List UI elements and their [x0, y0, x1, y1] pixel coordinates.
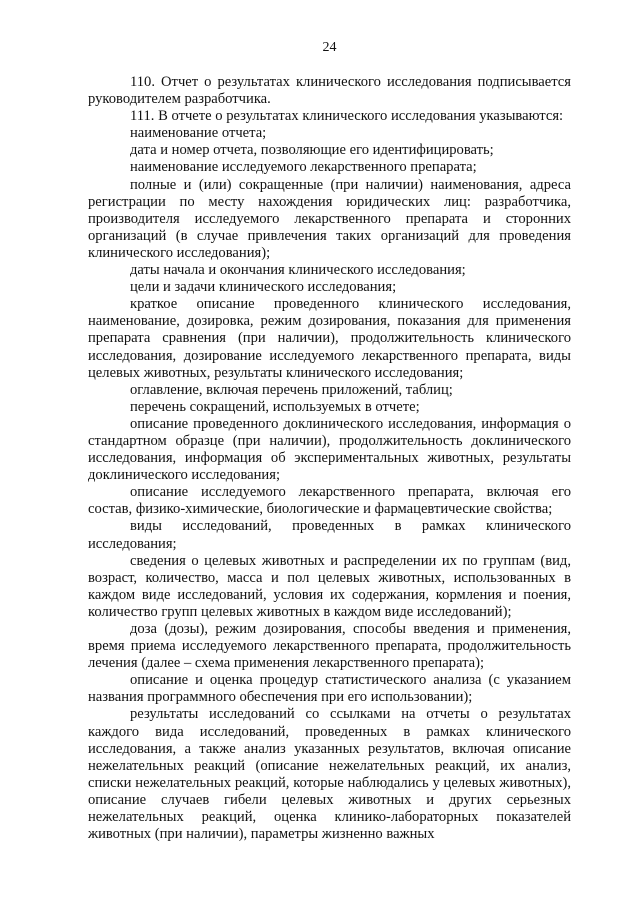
- list-item: виды исследований, проведенных в рамках клинического исследования;: [88, 518, 571, 552]
- list-item: доза (дозы), режим дозирования, способы введения и применения, время приема исследуемого лекарственного препарата, продолжительность лечения (далее – схема применения лекарственного препарата);: [88, 621, 571, 672]
- list-item: наименование исследуемого лекарственного препарата;: [130, 159, 477, 176]
- list-item: перечень сокращений, используемых в отчете;: [130, 398, 420, 415]
- list-item: наименование отчета;: [130, 125, 267, 142]
- list-item: описание проведенного доклинического исследования, информация о стандартном образце (при наличии), продолжительность доклинического исследования, информация об экспериментальных животных, результаты доклинического исследования;: [88, 415, 571, 484]
- list-item: оглавление, включая перечень приложений, таблиц;: [130, 381, 453, 398]
- paragraph-111: 111. В отчете о результатах клинического исследования указываются:: [130, 108, 564, 125]
- paragraph-110: 110. Отчет о результатах клинического исследования подписывается руководителем разработчика.: [88, 74, 571, 108]
- page-number: 24: [322, 40, 337, 55]
- list-item: полные и (или) сокращенные (при наличии) наименования, адреса регистрации по месту нахождения юридических лиц: разработчика, производителя исследуемого лекарственного препарата и сторонних организаций (в случае привлечения таких организаций для проведения клинического исследования);: [88, 176, 571, 261]
- list-item: цели и задачи клинического исследования;: [130, 279, 397, 296]
- list-item: дата и номер отчета, позволяющие его идентифицировать;: [130, 142, 494, 159]
- list-item: даты начала и окончания клинического исследования;: [130, 262, 466, 279]
- list-item: описание и оценка процедур статистического анализа (с указанием названия программного обеспечения при его использовании);: [88, 672, 571, 706]
- document-body: [88, 74, 571, 843]
- list-item: результаты исследований со ссылками на отчеты о результатах каждого вида исследований, проведенных в рамках клинического исследования, а также анализ указанных результатов, включая описание нежелательных реакций (описание нежелательных реакций, их анализ, списки нежелательных реакций, которые наблюдались у целевых животных), описание случаев гибели целевых животных и других серьезных нежелательных реакций, оценка клинико-лабораторных показателей животных (при наличии), параметры жизненно важных: [88, 706, 571, 843]
- list-item: описание исследуемого лекарственного препарата, включая его состав, физико-химические, биологические и фармацевтические свойства;: [88, 484, 571, 518]
- list-item: краткое описание проведенного клинического исследования, наименование, дозировка, режим дозирования, показания для применения препарата сравнения (при наличии), продолжительность клинического исследования, дозирование исследуемого лекарственного препарата, виды целевых животных, результаты клинического исследования;: [88, 296, 571, 381]
- list-item: сведения о целевых животных и распределении их по группам (вид, возраст, количество, масса и пол целевых животных, использованных в каждом виде исследований, условия их содержания, кормления и поения, количество групп целевых животных в каждом виде исследований);: [88, 552, 571, 620]
